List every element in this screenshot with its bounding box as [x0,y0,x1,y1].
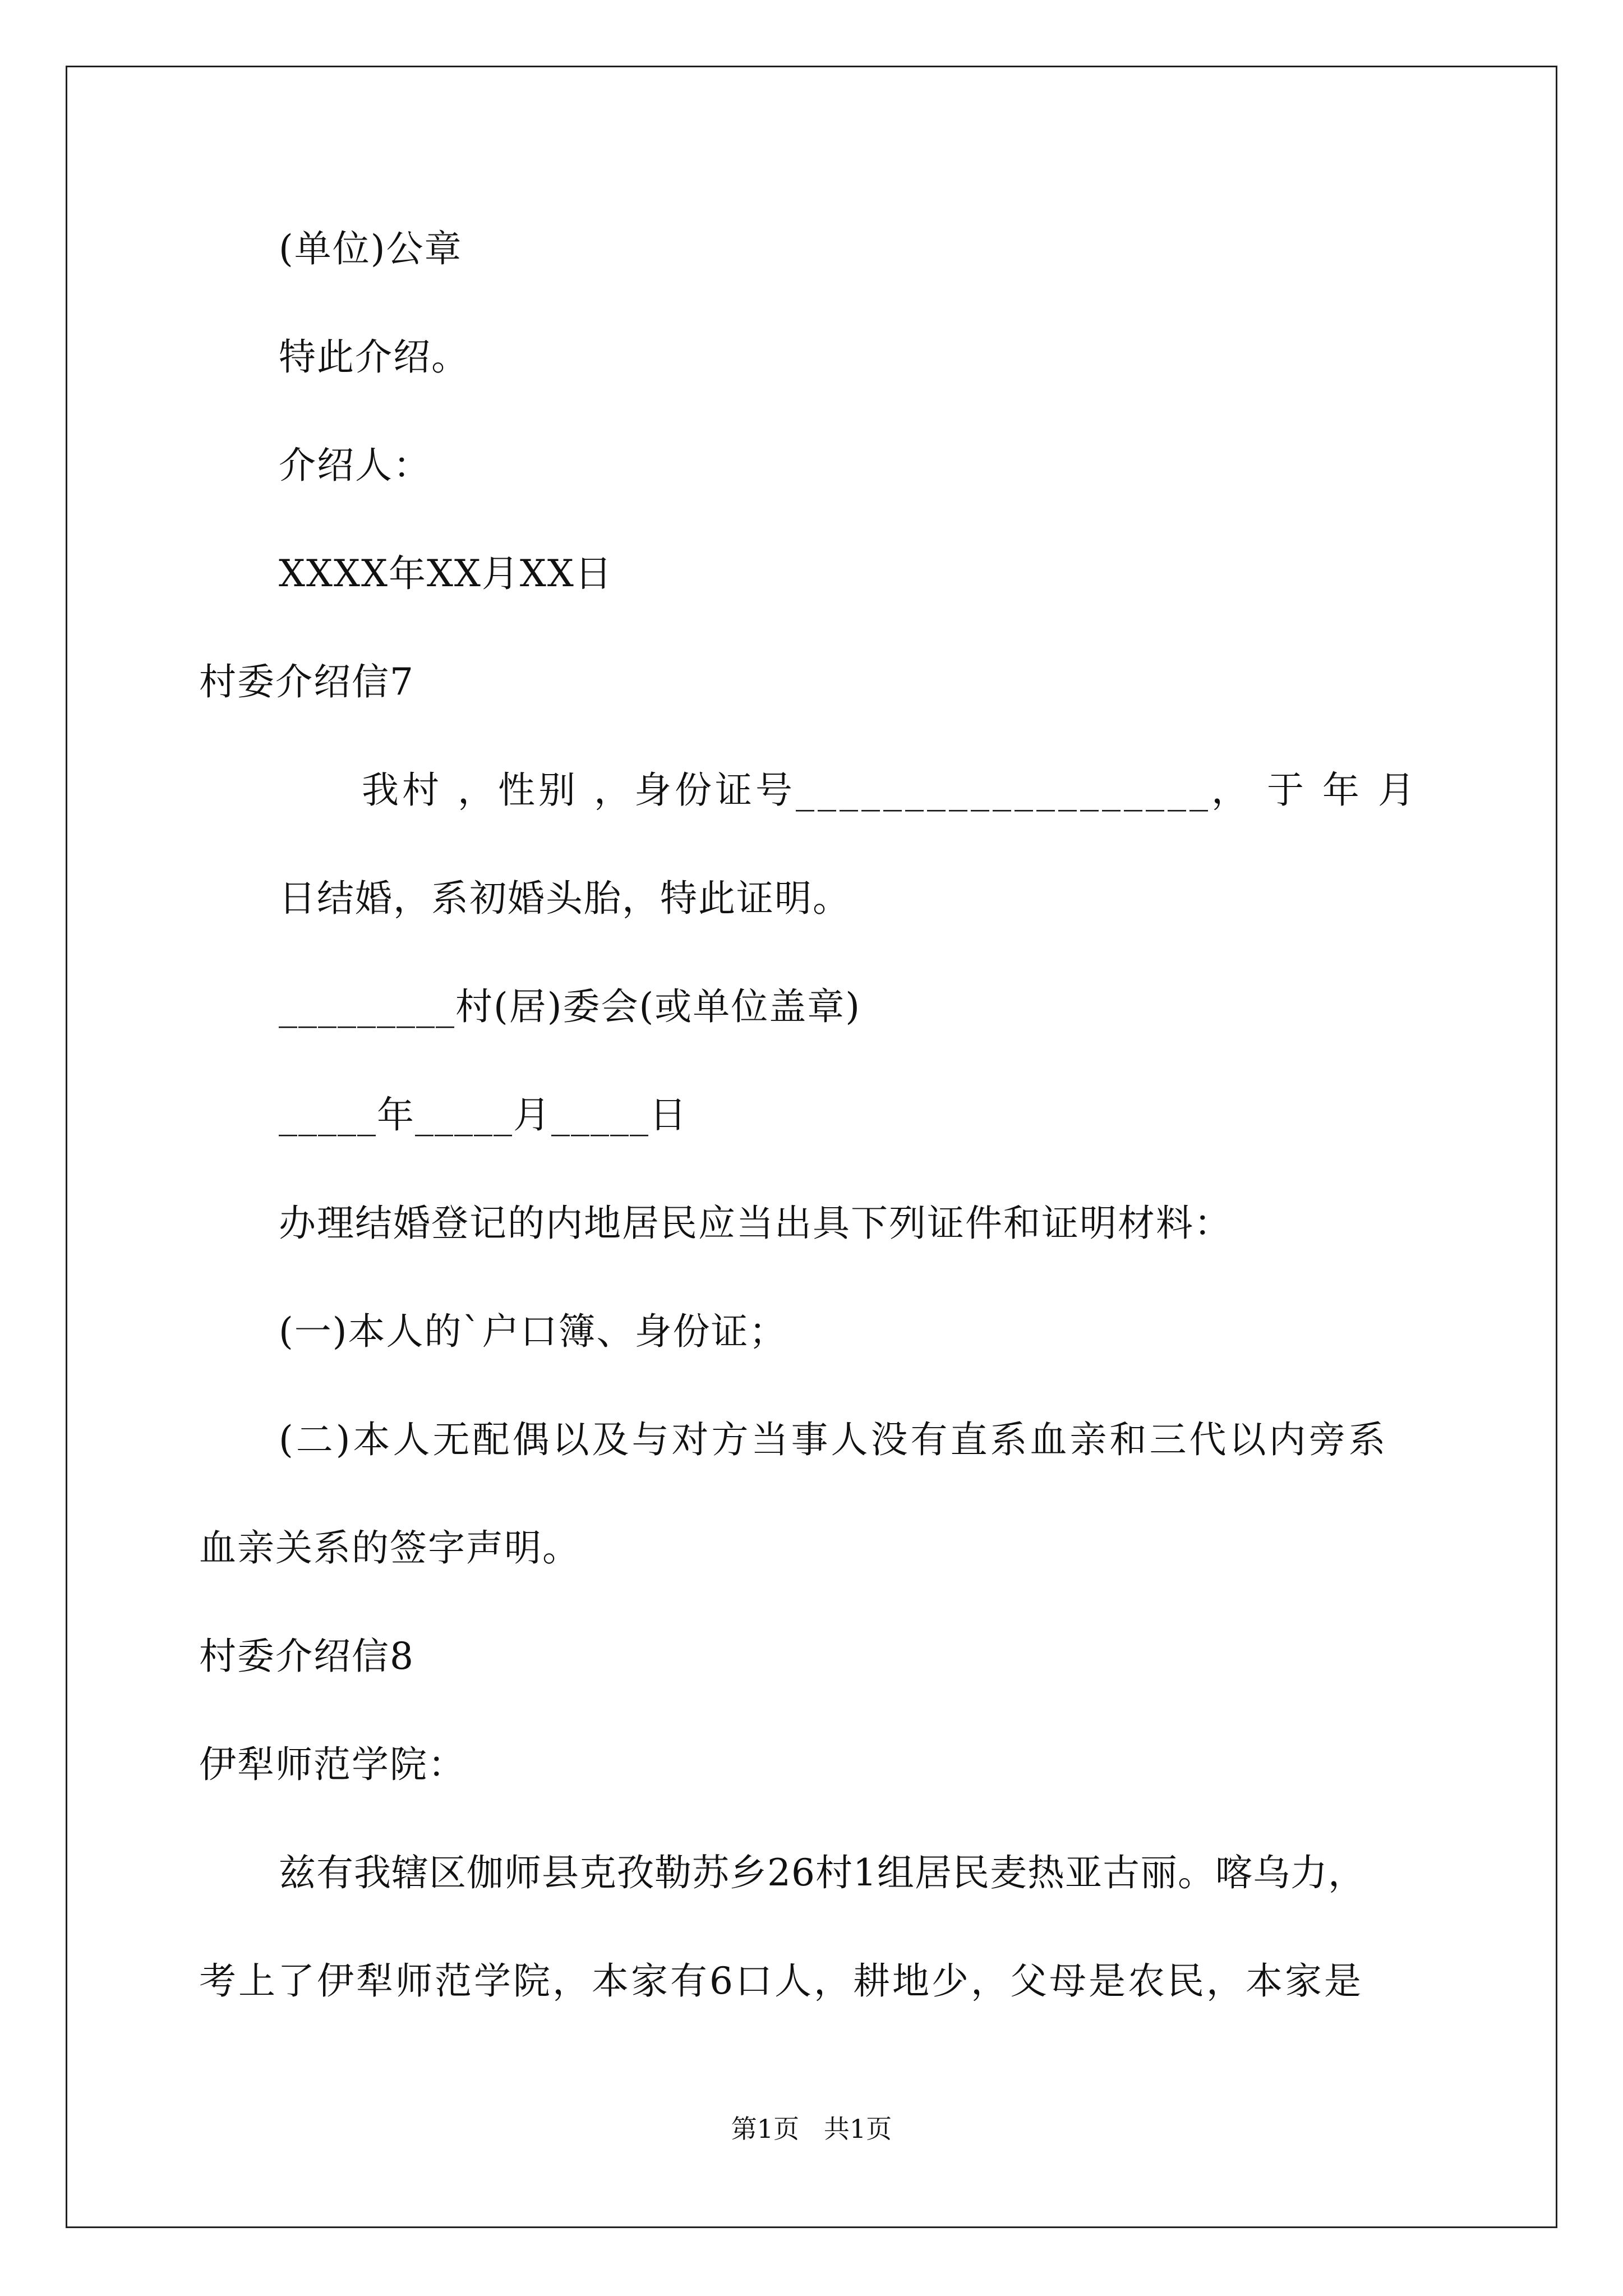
page-border [66,66,1557,2228]
signature-line: _________村(居)委会(或单位盖章) [279,985,861,1028]
closing-line: 特此介绍。 [279,335,469,379]
section-heading-8: 村委介绍信8 [199,1635,414,1678]
paragraph-line: 日结婚，系初婚头胎，特此证明。 [279,877,851,920]
addressee-line: 伊犁师范学院： [199,1743,466,1786]
page-footer: 第1页 共1页 [731,2114,892,2144]
paragraph-line: 我村 ，性别 ，身份证号___________________， 于 年 月 [362,769,1418,812]
paragraph-line: 考上了伊犁师范学院，本家有6口人，耕地少，父母是农民，本家是 [199,1959,1363,2003]
seal-line: (单位)公章 [279,227,463,270]
paragraph-line: 办理结婚登记的内地居民应当出具下列证件和证明材料： [279,1202,1232,1245]
list-item: (一)本人的`户口簿、身份证； [279,1310,787,1353]
paragraph-line: 血亲关系的签字声明。 [199,1526,580,1570]
list-item: (二)本人无配偶以及与对方当事人没有直系血亲和三代以内旁系 [279,1418,1389,1461]
date-line: XXXX年XX月XX日 [279,552,613,595]
section-heading-7: 村委介绍信7 [199,660,414,703]
introducer-line: 介绍人： [279,444,431,487]
paragraph-line: 兹有我辖区伽师县克孜勒苏乡26村1组居民麦热亚古丽。喀乌力， [279,1851,1366,1894]
date-blank-line: _____年_____月_____日 [279,1093,688,1137]
